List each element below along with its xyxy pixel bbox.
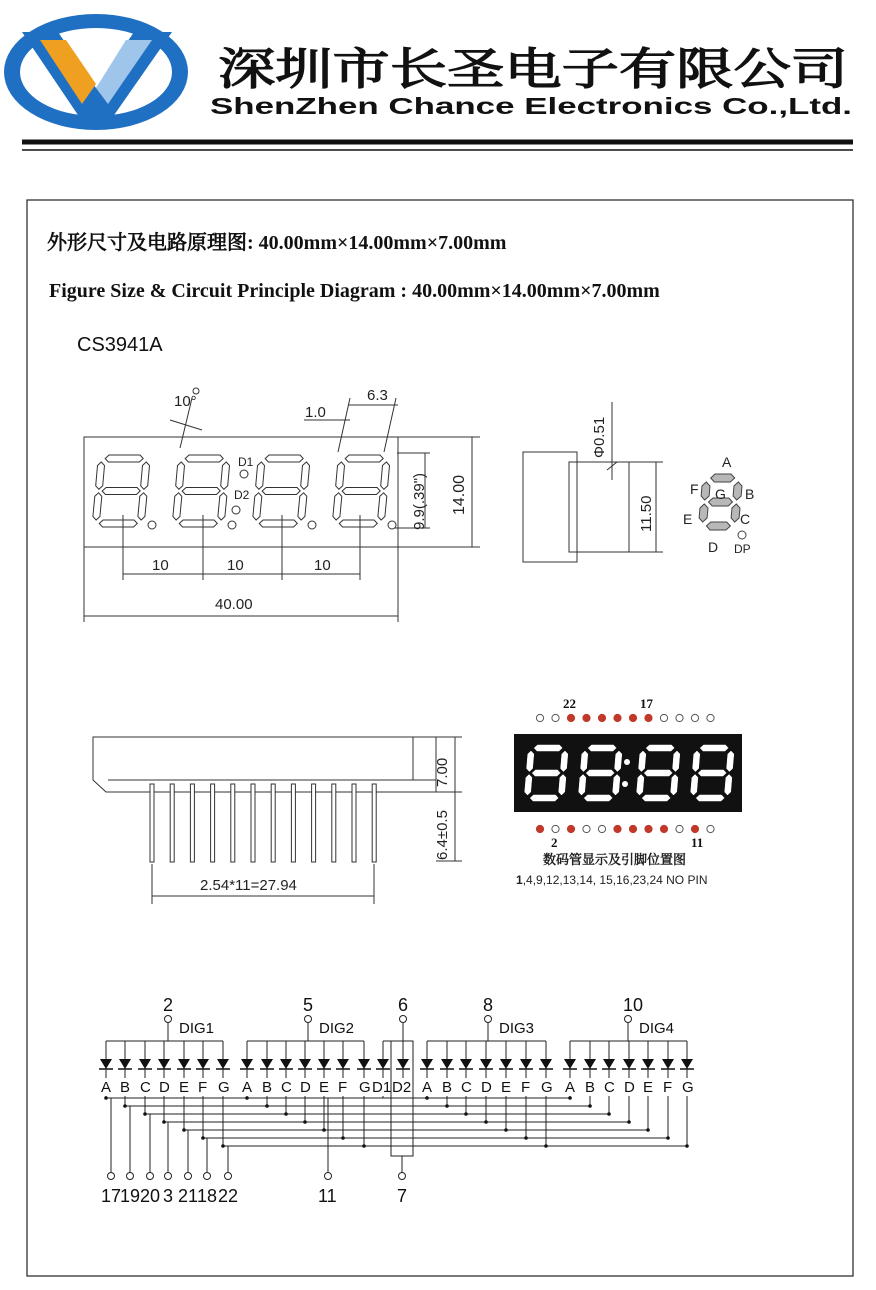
dim-digit-width: 6.3 — [367, 387, 388, 404]
common-pin-label: 10 — [623, 995, 644, 1015]
segment-legend — [683, 454, 754, 556]
segment-a — [711, 474, 735, 482]
title-en: Figure Size & Circuit Principle Diagram : 40.00mm×14.00mm×7.00mm — [49, 280, 660, 302]
segment-label-e: E — [643, 1079, 654, 1096]
bus-junction — [464, 1112, 468, 1116]
bus-junction — [685, 1144, 689, 1148]
common-pin-label: 5 — [303, 995, 314, 1015]
bus-junction — [544, 1144, 548, 1148]
segment-a — [265, 455, 303, 462]
front-digit-1 — [93, 455, 150, 527]
digit-name-label: DIG4 — [639, 1020, 675, 1037]
diode-triangle — [460, 1059, 472, 1069]
segment-e — [173, 493, 182, 520]
common-pin-2 — [165, 1016, 172, 1023]
bottom-body — [93, 737, 436, 792]
segment-b — [221, 462, 230, 489]
diode-triangle — [441, 1059, 453, 1069]
pin-dot — [614, 714, 621, 721]
digit-name-label: DIG1 — [179, 1020, 215, 1037]
segment-d — [584, 795, 612, 801]
segment-d — [642, 795, 670, 801]
segment-e — [579, 775, 586, 796]
common-pin-8 — [485, 1016, 492, 1023]
segment-label-d: D — [481, 1079, 492, 1096]
segment-b — [727, 751, 734, 772]
pin-dot — [583, 714, 590, 721]
bottom-pin-3 — [165, 1173, 172, 1180]
bus-junction — [245, 1096, 249, 1100]
pin-label-bottom-right: 11 — [691, 835, 704, 850]
diode-triangle — [623, 1059, 635, 1069]
no-pin-lead: 1 — [516, 873, 523, 887]
segment-b — [673, 751, 680, 772]
front-digit-3 — [253, 455, 310, 527]
pin-dot — [707, 825, 714, 832]
pin-dot — [629, 825, 636, 832]
bottom-pin-label: 19 — [120, 1186, 141, 1206]
pin-dot — [583, 825, 590, 832]
diode-triangle — [318, 1059, 330, 1069]
segment-f — [581, 751, 588, 772]
bottom-pin-21 — [185, 1173, 192, 1180]
segment-label-b: B — [120, 1079, 131, 1096]
common-pin-label: 8 — [483, 995, 494, 1015]
bottom-pin-label: 22 — [218, 1186, 239, 1206]
segment-e — [691, 775, 698, 796]
segment-label-g: G — [218, 1079, 230, 1096]
segment-label-d: D — [624, 1079, 635, 1096]
pin-dot — [598, 714, 605, 721]
segment-label-f: F — [338, 1079, 348, 1096]
bus-junction — [221, 1144, 225, 1148]
bottom-pin-label: 3 — [163, 1186, 174, 1206]
bus-junction — [265, 1104, 269, 1108]
pin-display — [514, 696, 742, 887]
diode-triangle — [139, 1059, 151, 1069]
pin-dot — [645, 825, 652, 832]
diode-triangle — [217, 1059, 229, 1069]
segment-g — [644, 770, 672, 776]
segment-b — [141, 462, 150, 489]
display-colon-bottom — [622, 781, 628, 787]
bus-junction — [143, 1112, 147, 1116]
segment-label-a: A — [242, 1079, 253, 1096]
segment-b — [381, 462, 390, 489]
segment-c — [298, 493, 307, 520]
pin-dot — [536, 825, 543, 832]
bottom-pin — [291, 784, 295, 862]
segment-a — [345, 455, 383, 462]
bus-junction — [627, 1120, 631, 1124]
bottom-pin-label: 20 — [140, 1186, 161, 1206]
bottom-pin — [150, 784, 154, 862]
bottom-pin-label: 17 — [101, 1186, 122, 1206]
digit-name-label: DIG2 — [319, 1020, 355, 1037]
legend-e: E — [683, 511, 693, 527]
diode-triangle — [197, 1059, 209, 1069]
diode-triangle — [397, 1059, 409, 1069]
dim-pin-span: 2.54*11=27.94 — [200, 877, 297, 894]
segment-c — [671, 775, 678, 796]
pin-dot — [552, 825, 559, 832]
diode-triangle — [100, 1059, 112, 1069]
no-pin-rest: ,4,9,12,13,14, 15,16,23,24 NO PIN — [522, 873, 708, 887]
bottom-pin — [170, 784, 174, 862]
pin-label-top-left: 22 — [563, 696, 576, 711]
segment-a — [700, 745, 728, 751]
diode-triangle — [584, 1059, 596, 1069]
segment-g — [182, 488, 220, 495]
segment-g — [102, 488, 140, 495]
dim-body-depth: 7.00 — [434, 757, 451, 787]
bottom-pin — [231, 784, 235, 862]
segment-label-c: C — [604, 1079, 615, 1096]
pin-dot — [707, 714, 714, 721]
colon-dot-d2 — [232, 506, 240, 514]
colon-dot-d1 — [240, 470, 248, 478]
diode-triangle — [500, 1059, 512, 1069]
side-pin-block — [569, 462, 629, 552]
dim-pin-length: 11.50 — [638, 495, 655, 532]
bottom-pin-label: 21 — [178, 1186, 199, 1206]
pin-dot — [691, 825, 698, 832]
pin-dot — [676, 825, 683, 832]
segment-f — [336, 462, 345, 489]
segment-b — [615, 751, 622, 772]
dim-overall-height: 14.00 — [451, 474, 468, 515]
pin-dot — [691, 714, 698, 721]
diode-triangle — [261, 1059, 273, 1069]
diode-triangle — [540, 1059, 552, 1069]
segment-c — [613, 775, 620, 796]
pin-dot — [660, 825, 667, 832]
bottom-pins — [150, 784, 376, 862]
front-digit-2 — [173, 455, 230, 527]
pin-dot — [567, 714, 574, 721]
segment-e — [699, 504, 708, 522]
diode-triangle — [119, 1059, 131, 1069]
segment-g — [698, 770, 726, 776]
bottom-pin-19 — [127, 1173, 134, 1180]
circuit-diagram — [99, 995, 694, 1206]
side-view-labels — [591, 417, 655, 532]
front-view-labels — [152, 387, 468, 613]
front-dp-2 — [228, 521, 236, 529]
legend-dp: DP — [734, 542, 751, 556]
diode-triangle — [480, 1059, 492, 1069]
segment-a — [534, 745, 562, 751]
segment-d — [530, 795, 558, 801]
bus-junction — [504, 1128, 508, 1132]
segment-label-e: E — [179, 1079, 190, 1096]
bus-junction — [341, 1136, 345, 1140]
front-dp-1 — [148, 521, 156, 529]
segment-label-b: B — [585, 1079, 596, 1096]
diode-triangle — [642, 1059, 654, 1069]
bus-junction — [201, 1136, 205, 1140]
bus-junction — [362, 1144, 366, 1148]
segment-b — [561, 751, 568, 772]
segment-d — [259, 520, 297, 527]
pin-dot — [629, 714, 636, 721]
front-digit-4 — [333, 455, 390, 527]
segment-f — [527, 751, 534, 772]
bus-junction — [284, 1112, 288, 1116]
diode-triangle — [377, 1059, 389, 1069]
bottom-pin-label: 7 — [397, 1186, 408, 1206]
diode-triangle — [337, 1059, 349, 1069]
bus-junction — [666, 1136, 670, 1140]
segment-d — [99, 520, 137, 527]
display-colon-top — [624, 759, 630, 765]
dim-digit-height: 9.9(.39") — [411, 472, 428, 530]
segment-g — [586, 770, 614, 776]
segment-c — [378, 493, 387, 520]
segment-e — [637, 775, 644, 796]
segment-g — [532, 770, 560, 776]
legend-digit — [699, 474, 742, 530]
diode-triangle — [358, 1059, 370, 1069]
segment-label-c: C — [461, 1079, 472, 1096]
segment-label-d: D — [159, 1079, 170, 1096]
legend-seven-seg — [699, 474, 742, 530]
segment-f — [639, 751, 646, 772]
segment-label-a: A — [101, 1079, 112, 1096]
segment-label-g: G — [359, 1079, 371, 1096]
bus-junction — [588, 1104, 592, 1108]
segment-b — [733, 482, 742, 500]
title-cn: 外形尺寸及电路原理图: 40.00mm×14.00mm×7.00mm — [47, 232, 507, 254]
bus-junction — [322, 1128, 326, 1132]
segment-c — [218, 493, 227, 520]
front-dp-3 — [308, 521, 316, 529]
legend-d: D — [708, 539, 719, 555]
dim-pin-protrusion: 6.4±0.5 — [434, 810, 451, 860]
diode-triangle — [421, 1059, 433, 1069]
legend-a: A — [722, 454, 732, 470]
common-pin-5 — [305, 1016, 312, 1023]
bus-junction — [607, 1112, 611, 1116]
segment-f — [701, 482, 710, 500]
segment-label-f: F — [521, 1079, 531, 1096]
diode-triangle — [299, 1059, 311, 1069]
segment-label-f: F — [663, 1079, 673, 1096]
diode-triangle — [241, 1059, 253, 1069]
segment-label-g: G — [541, 1079, 553, 1096]
segment-label-e: E — [319, 1079, 330, 1096]
bottom-pin — [251, 784, 255, 862]
segment-a — [185, 455, 223, 462]
segment-f — [693, 751, 700, 772]
bottom-pin-22 — [225, 1173, 232, 1180]
pin-dot — [676, 714, 683, 721]
segment-e — [333, 493, 342, 520]
no-pin-note — [516, 873, 707, 887]
common-pin-label: 6 — [398, 995, 409, 1015]
segment-label-b: B — [262, 1079, 273, 1096]
bus-junction — [104, 1096, 108, 1100]
bottom-pin-label: 11 — [318, 1186, 337, 1206]
diode-triangle — [603, 1059, 615, 1069]
model-number: CS3941A — [77, 334, 163, 356]
segment-e — [525, 775, 532, 796]
segment-c — [559, 775, 566, 796]
bus-junction — [568, 1096, 572, 1100]
segment-label-d1: D1 — [372, 1079, 392, 1096]
segment-label-d2: D2 — [392, 1079, 412, 1096]
diode-triangle — [662, 1059, 674, 1069]
pin-label-bottom-left: 2 — [551, 835, 558, 850]
common-pin-label: 2 — [163, 995, 174, 1015]
bottom-pin-label: 18 — [197, 1186, 218, 1206]
bus-junction — [123, 1104, 127, 1108]
segment-f — [176, 462, 185, 489]
bus-junction — [425, 1096, 429, 1100]
segment-label-a: A — [422, 1079, 433, 1096]
company-name-cn: 深圳市长圣电子有限公司 — [218, 44, 848, 95]
segment-a — [646, 745, 674, 751]
digit-name-label: DIG3 — [499, 1020, 535, 1037]
pin-dot — [567, 825, 574, 832]
legend-c: C — [740, 511, 751, 527]
bus-junction — [524, 1136, 528, 1140]
segment-e — [93, 493, 102, 520]
label-d2: D2 — [234, 488, 250, 502]
diode-triangle — [158, 1059, 170, 1069]
bus-junction — [162, 1120, 166, 1124]
segment-b — [301, 462, 310, 489]
bottom-pin — [211, 784, 215, 862]
segment-label-e: E — [501, 1079, 512, 1096]
dim-pitch-1: 10 — [152, 557, 169, 574]
dim-pitch-2: 10 — [227, 557, 244, 574]
company-name-en: ShenZhen Chance Electronics Co.,Ltd. — [210, 93, 852, 119]
segment-a — [588, 745, 616, 751]
diode-triangle — [681, 1059, 693, 1069]
bottom-pin — [372, 784, 376, 862]
diode-triangle — [178, 1059, 190, 1069]
bottom-pin — [312, 784, 316, 862]
bottom-pin-17 — [108, 1173, 115, 1180]
bus-junction — [182, 1128, 186, 1132]
pin-top-row — [536, 714, 714, 721]
dim-pitch-3: 10 — [314, 557, 331, 574]
common-pin-6 — [400, 1016, 407, 1023]
bottom-pin-11 — [325, 1173, 332, 1180]
bus-junction — [484, 1120, 488, 1124]
pin-display-caption: 数码管显示及引脚位置图 — [543, 853, 687, 868]
legend-b: B — [745, 486, 755, 502]
segment-d — [179, 520, 217, 527]
bus-junction — [303, 1120, 307, 1124]
segment-f — [96, 462, 105, 489]
segment-g — [262, 488, 300, 495]
pin-dot — [645, 714, 652, 721]
segment-label-d: D — [300, 1079, 311, 1096]
diode-triangle — [280, 1059, 292, 1069]
segment-e — [253, 493, 262, 520]
bottom-pin — [352, 784, 356, 862]
dim-overall-width: 40.00 — [215, 596, 253, 613]
pin-dot — [552, 714, 559, 721]
legend-dp-dot — [738, 531, 746, 539]
segment-d — [339, 520, 377, 527]
segment-a — [105, 455, 143, 462]
pin-dot — [660, 714, 667, 721]
bottom-pin — [332, 784, 336, 862]
segment-d — [696, 795, 724, 801]
segment-g — [342, 488, 380, 495]
segment-c — [725, 775, 732, 796]
bottom-pin-7 — [399, 1173, 406, 1180]
bottom-pin — [271, 784, 275, 862]
segment-label-b: B — [442, 1079, 453, 1096]
segment-label-c: C — [281, 1079, 292, 1096]
bus-junction — [646, 1128, 650, 1132]
legend-g: G — [715, 486, 726, 502]
segment-label-f: F — [198, 1079, 208, 1096]
common-pin-10 — [625, 1016, 632, 1023]
segment-f — [256, 462, 265, 489]
bus-junction — [445, 1104, 449, 1108]
company-logo — [4, 14, 188, 130]
segment-d — [706, 522, 730, 530]
pin-dot — [598, 825, 605, 832]
pin-dot — [614, 825, 621, 832]
dim-angle: 10° — [174, 393, 197, 410]
dim-segment-width: 1.0 — [305, 404, 326, 421]
segment-c — [138, 493, 147, 520]
diode-triangle — [564, 1059, 576, 1069]
segment-label-c: C — [140, 1079, 151, 1096]
segment-label-a: A — [565, 1079, 576, 1096]
legend-f: F — [690, 481, 699, 497]
bottom-pin — [190, 784, 194, 862]
pin-bottom-row — [536, 825, 714, 832]
dim-pin-diameter: Φ0.51 — [591, 416, 608, 458]
pin-label-top-right: 17 — [640, 696, 653, 711]
bottom-pin-18 — [204, 1173, 211, 1180]
diode-triangle — [520, 1059, 532, 1069]
segment-c — [731, 504, 740, 522]
segment-label-g: G — [682, 1079, 694, 1096]
label-d1: D1 — [238, 455, 254, 469]
bottom-pin-20 — [147, 1173, 154, 1180]
pin-dot — [536, 714, 543, 721]
